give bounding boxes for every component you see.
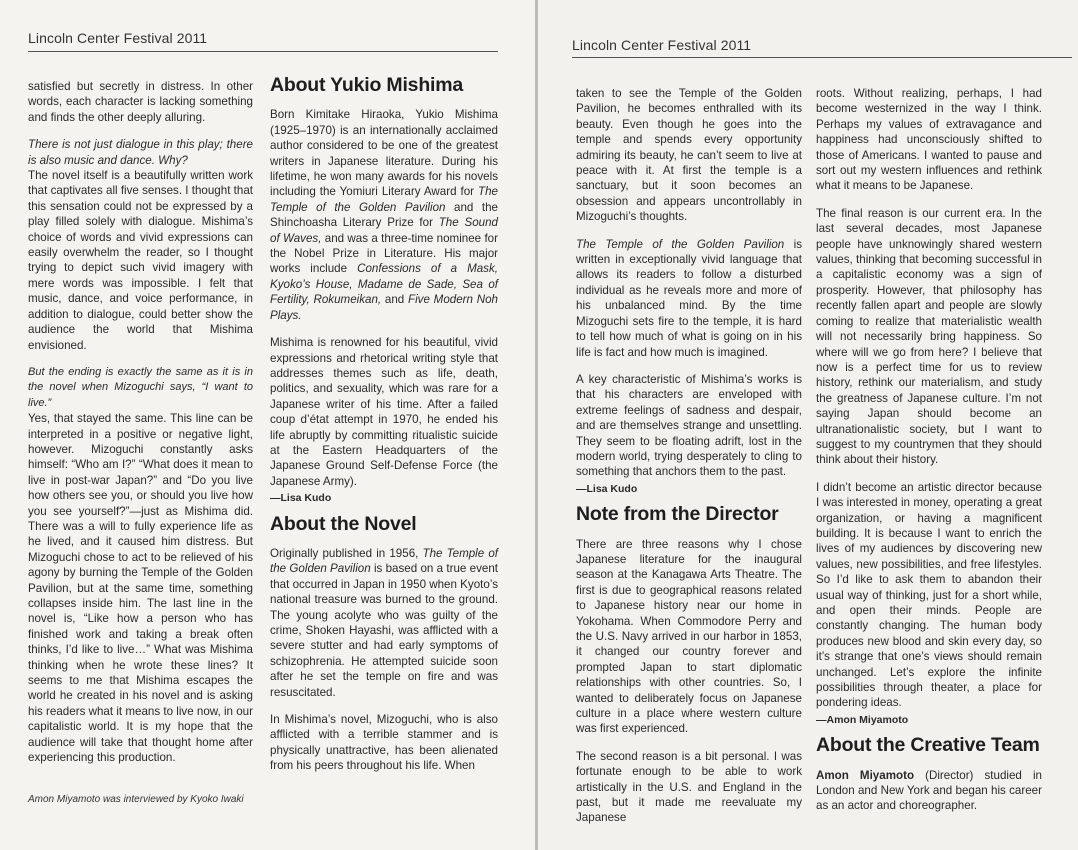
interview-credit: Amon Miyamoto was interviewed by Kyoko Iwaki [28, 794, 244, 805]
right-page-header: Lincoln Center Festival 2011 [572, 37, 752, 53]
interview-question: There is not just dialogue in this play; there is also music and dance. Why? [28, 138, 253, 167]
left-column-1 [28, 79, 253, 777]
book-title: The Temple of the Golden Pavilion [576, 237, 785, 251]
interview-question: But the ending is exactly the same as it is in the novel when Mizoguchi says, “I want to live.” [28, 365, 253, 409]
director-paragraph: roots. Without realizing, perhaps, I had become westernized in the way I think. Perhaps my values of extravagance and happiness had unconsciously shifted to those of Americans. I wanted to pause and sort out my western influences and rethink what it means to be Japanese. [816, 87, 1042, 193]
left-page-header: Lincoln Center Festival 2011 [28, 30, 208, 46]
director-signature: —Amon Miyamoto [816, 713, 909, 726]
mishima-style-paragraph: Mishima is renowned for his beautiful, vivid expressions and rhetorical writing style that addresses themes such as life, death, politics, and sexuality, which was rare for a Japanese writer of his time. After a failed coup d’état attempt in 1970, he ended his life abruptly by committing ritualistic suicide at the Eastern Headquarters of the Japanese Ground Self-Defense Force (the Japanese Army). [270, 336, 498, 488]
bio-text: and was a three-time nominee for the Nobel Prize in Literature. His major works include [270, 231, 498, 276]
bio-text: and the Shinchoasha Literary Prize for [270, 200, 498, 230]
interview-answer: Yes, that stayed the same. This line can be interpreted in a positive or negative light, however. Mizoguchi constantly asks himself: “Who am I?” “What does it mean to live in post-war Japan?” and “Do you live how others see you, or should you live how you see yourself?”—just as Mishima did. There was a will to fully experience life as he lived, and it caused him distress. But Mizoguchi chose to act to be relieved of his agony by burning the Temple of the Golden Pavilion, but at the same time, something collapses inside him. The last line in the novel is, “Like how a person who has finished work and taking a break often thinks, I’d like to live…” What was Mishima thinking when he wrote these lines? It seems to me that Mishima escapes the world he created in his novel and is asking his readers what it means to live now, in our capitalistic world. It is my hope that the audience will take that thought home after experiencing this production. [28, 412, 253, 765]
bio-text: and [381, 293, 408, 307]
book-title: Confessions of a Mask, Kyoko’s House, Madame de Sade, Sea of Fertility, Rokumeikan, [270, 262, 498, 307]
section-heading-director: Note from the Director [576, 503, 779, 526]
director-paragraph: I didn’t become an artistic director because I was interested in money, operating a great organization, or having a magnificent building. It is because I want to enrich the lives of my audiences by discovering new values, new possibilities, and free lifestyles. So I’d like to ask them to abandon their usual way of thinking, just for a short while, and open their minds. People are constantly changing. The human body produces new blood and skin every day, so it’s strange that one’s views should remain unchanged. Let’s explore the infinite possibilities through theater, a place for pondering ideas. [816, 480, 1042, 710]
interview-answer: The novel itself is a beautifully written work that captivates all five senses. I thought that this sensation could not be expressed by a play filled solely with dialogue. Mishima’s choice of words and vivid expressions can easily overwhelm the reader, so I thought trying to depict such vivid imagery with mere words was impossible. I felt that music, dance, and voice performance, in addition to dialogue, could better show the audience the world that Mishima envisioned. [28, 169, 253, 352]
book-title: The Temple of the Golden Pavilion [270, 185, 498, 214]
novel-paragraph [576, 237, 802, 360]
book-title: Five Modern Noh Plays. [270, 293, 498, 322]
novel-paragraph: In Mishima’s novel, Mizoguchi, who is also afflicted with a terrible stammer and is physically unattractive, has been alienated from his peers throughout his life. When [270, 713, 498, 773]
right-column-2 [816, 86, 1042, 826]
section-heading-mishima: About Yukio Mishima [270, 74, 464, 96]
novel-paragraph: taken to see the Temple of the Golden Pavilion, he becomes enthralled with its beauty. Even though he goes into the temple and spends every opportunity admiring its beauty, he can’t seem to live at peace with it. At first the temple is a sanctuary, but it soon becomes an obsession and appears uncontrollably in Mizoguchi’s thoughts. [576, 87, 802, 224]
creative-team-paragraph [816, 768, 1042, 814]
author-signature: —Lisa Kudo [576, 482, 638, 495]
section-heading-novel: About the Novel [270, 512, 417, 535]
right-column-1 [576, 86, 802, 838]
right-page [538, 0, 1078, 850]
team-member-name: Amon Miyamoto [816, 768, 915, 782]
section-heading-creative-team: About the Creative Team [816, 734, 1040, 757]
author-signature: —Lisa Kudo [270, 492, 332, 505]
book-title: The Temple of the Golden Pavilion [270, 546, 498, 576]
interview-paragraph: satisfied but secretly in distress. In other words, each character is lacking something and finds the other deeply alluring. [28, 80, 253, 124]
book-title: The Sound of Waves, [270, 216, 498, 245]
right-header-rule [572, 57, 1072, 58]
team-member-bio: (Director) studied in London and New York and began his career as an actor and choreographer. [816, 768, 1042, 813]
bio-text: Born Kimitake Hiraoka, Yukio Mishima (1925–1970) is an internationally acclaimed author considered to be one of the greatest writers in Japanese literature. During his lifetime, he won many awards for his novels including the Yomiuri Literary Award for [270, 108, 498, 199]
left-header-rule [28, 51, 498, 52]
director-paragraph: The final reason is our current era. In the last several decades, most Japanese people have unknowingly shared western values, thinking that becoming successful in a capitalistic economy was a sign of prosperity. However, that philosophy has recently fallen apart and people are slowly coming to realize that materialistic wealth will not necessarily bring happiness. So where will we go from here? I believe that now is a perfect time for us to review history, rethink our materialism, and study the greatness of Japanese culture. I’m not saying Japan should become an ultranationalistic society, but I want to suggest to my countrymen that they should think about their history. [816, 206, 1042, 467]
mishima-bio-paragraph [270, 107, 498, 323]
novel-text: Originally published in 1956, [270, 546, 423, 560]
novel-text: is based on a true event that occurred in Japan in 1950 when Kyoto’s national treasure was burned to the ground. The young acolyte who was guilty of the crime, Shoken Hayashi, was afflicted with a severe stutter and had early symptoms of schizophrenia. He attempted suicide soon after he set the temple on fire and was resuscitated. [270, 562, 498, 699]
director-paragraph: There are three reasons why I chose Japanese literature for the inaugural season at the Kanagawa Arts Theatre. The first is due to geographical reasons related to Japanese history near our home in Yokohama. When Commodore Perry and the U.S. Navy arrived in our harbor in 1853, it changed our country forever and prompted Japan to start diplomatic relationships with other countries. So, I wanted to deliberately focus on Japanese culture in a place where western culture was first experienced. [576, 537, 802, 736]
director-paragraph: The second reason is a bit personal. I was fortunate enough to be able to work artistically in the U.S. and England in the past, but it made me reevaluate my Japanese [576, 749, 802, 825]
novel-paragraph: A key characteristic of Mishima’s works is that his characters are enveloped with extreme feelings of sadness and despair, and are themselves strange and unsettling. They seem to be floating adrift, lost in the modern world, trying desperately to cling to something that anchors them to the past. [576, 372, 802, 479]
novel-paragraph [270, 546, 498, 700]
novel-text: is written in exceptionally vivid language that allows its readers to follow a disturbed individual as he reveals more and more of his unbalanced mind. By the time Mizoguchi sets fire to the temple, it is hard to tell how much of what is going on in his life is fact and how much is imagined. [576, 237, 803, 359]
left-column-2 [270, 74, 498, 786]
left-page [0, 0, 535, 850]
